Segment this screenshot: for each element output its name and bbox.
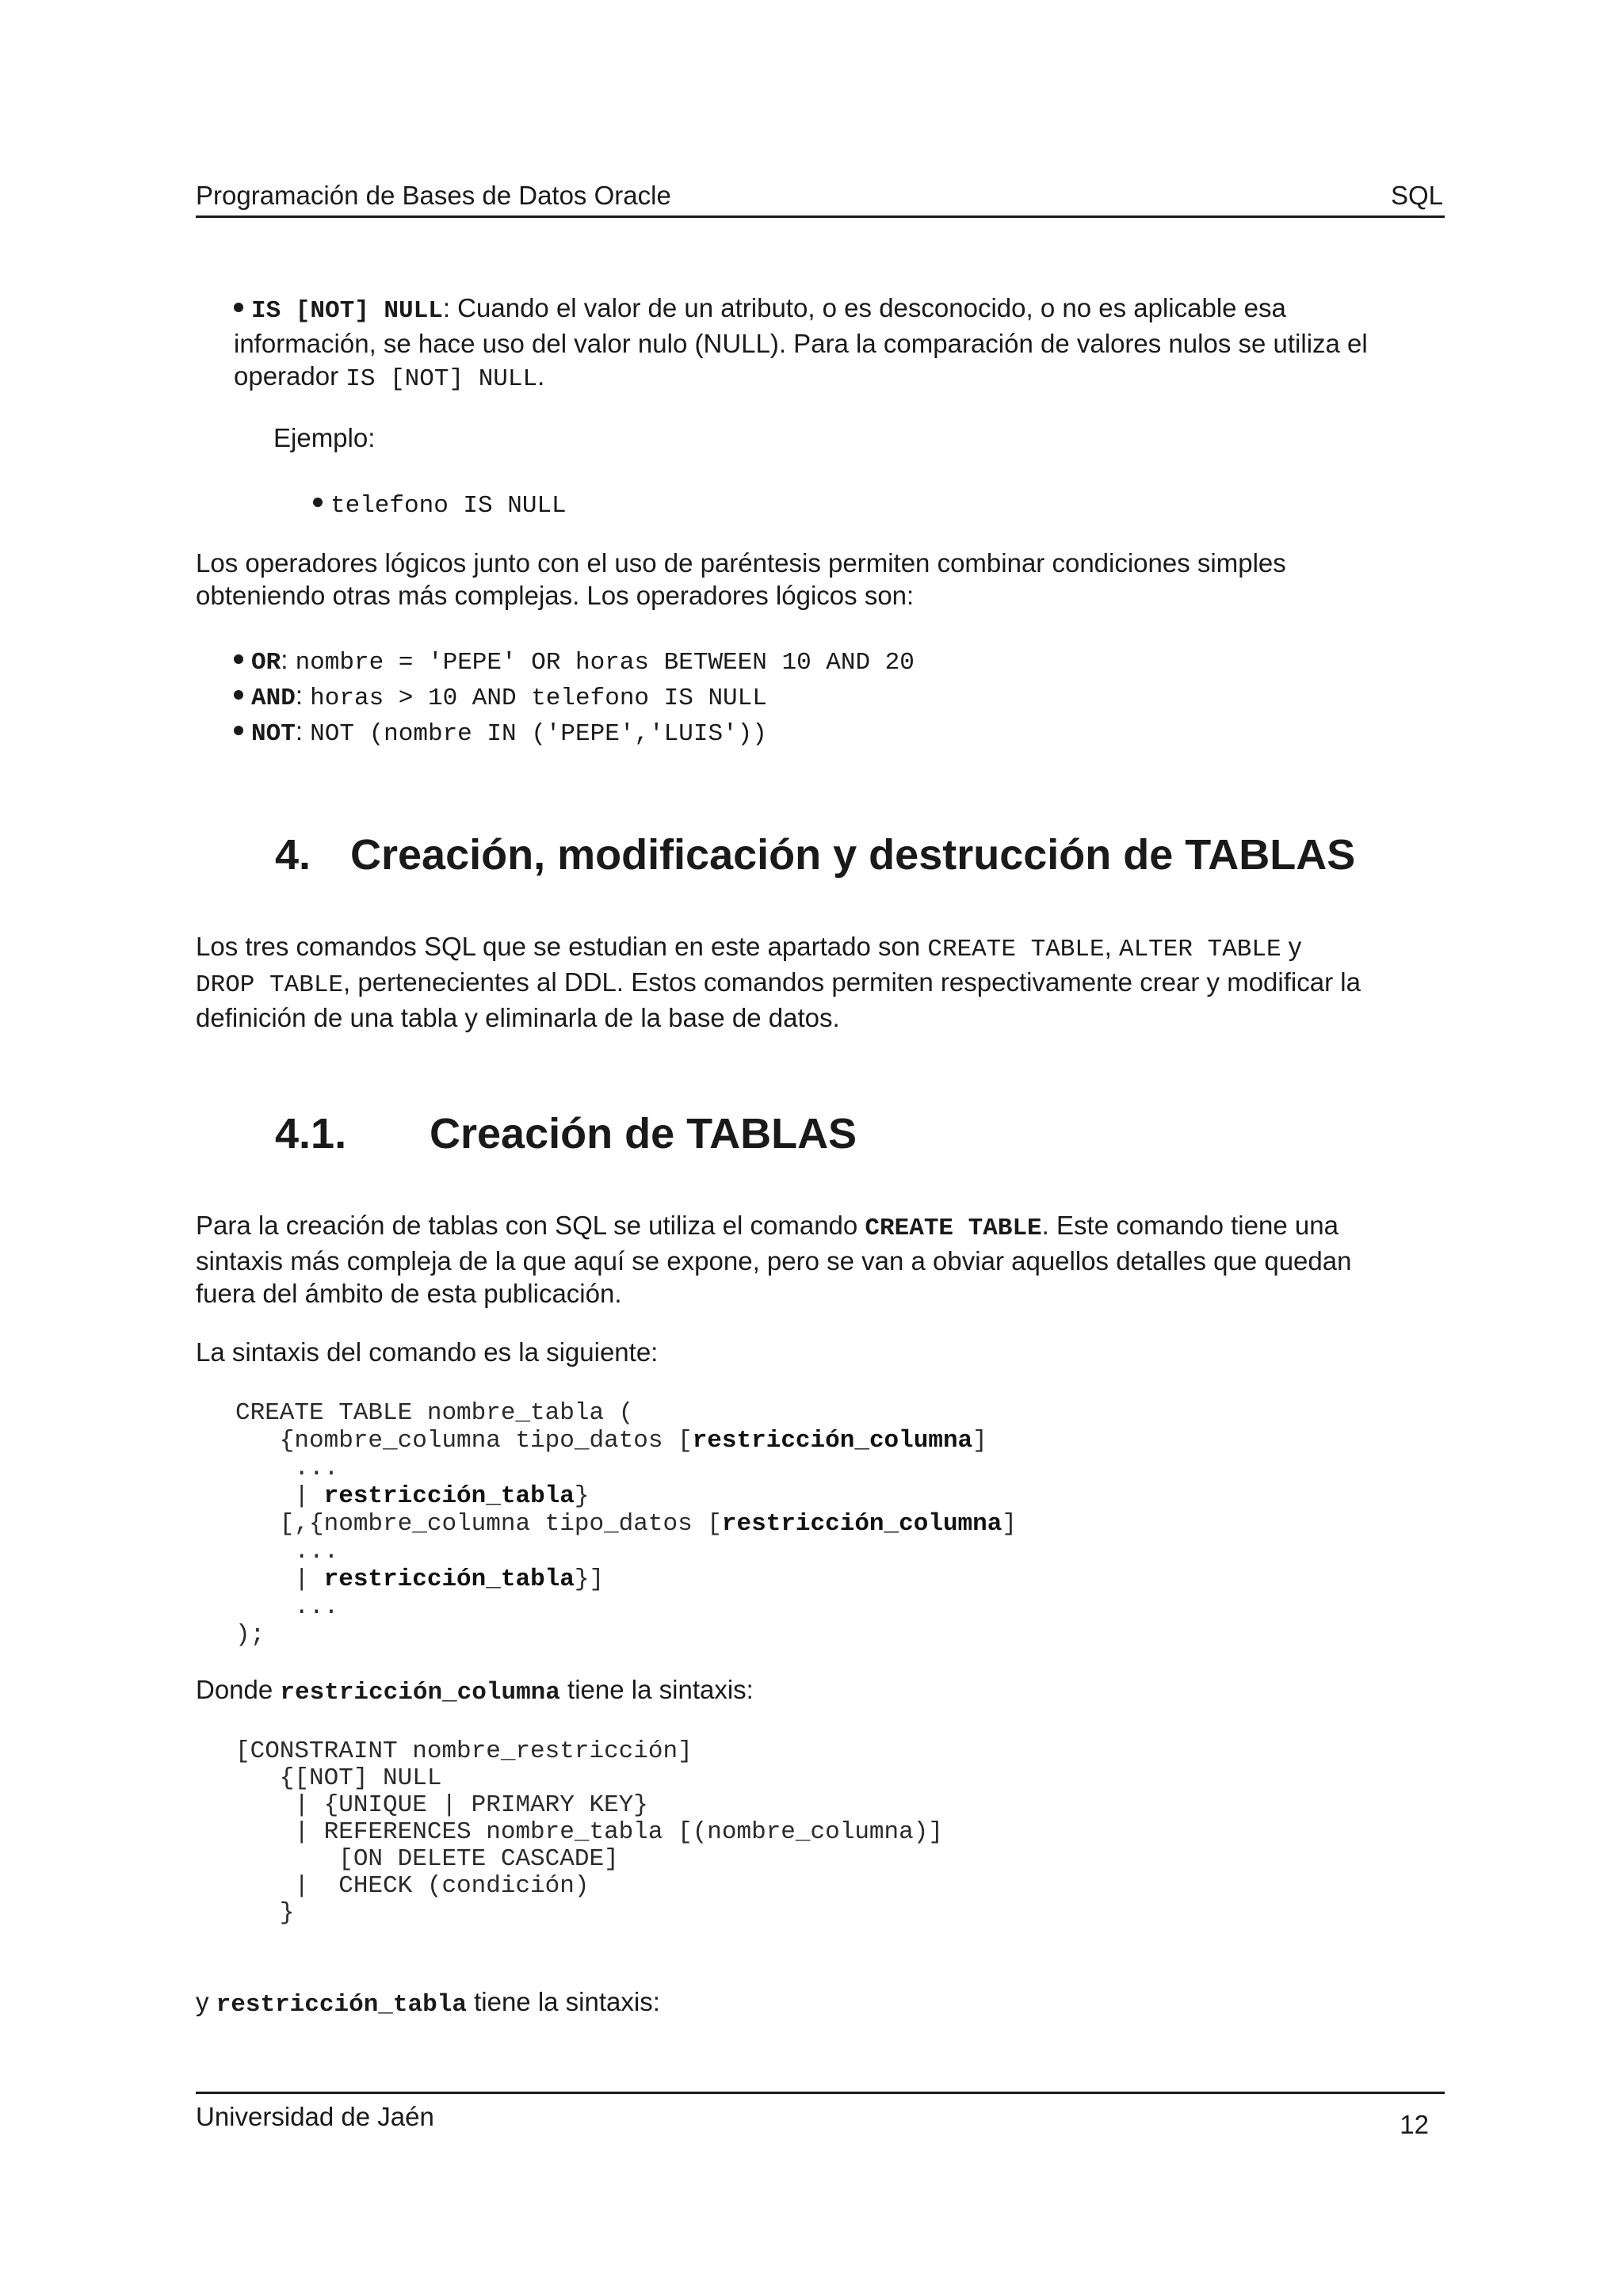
code-line: ); (235, 1621, 265, 1649)
donde-line (196, 1673, 1445, 1709)
bullet-dot (234, 726, 243, 735)
section-4-heading (275, 830, 1355, 879)
code-line: | CHECK (condición) (235, 1872, 590, 1900)
logic-op-expr: horas > 10 AND telefono IS NULL (310, 685, 767, 712)
logic-intro (196, 547, 1445, 612)
term-restriccion-columna: restricción_columna (280, 1679, 560, 1707)
code-line: [,{nombre_columna tipo_datos [restricción_columna] (235, 1510, 1017, 1538)
logic-op-not: NOT: NOT (nombre IN ('PEPE','LUIS')) (234, 715, 767, 750)
section-4-paragraph (196, 930, 1445, 1034)
y-tabla-line (196, 1985, 1445, 2021)
section-title: Creación de TABLAS (430, 1110, 857, 1158)
logic-op-and: AND: horas > 10 AND telefono IS NULL (234, 679, 767, 715)
code-line: } (235, 1899, 295, 1927)
para-text: tiene la sintaxis: (559, 1675, 754, 1704)
code-line: | {UNIQUE | PRIMARY KEY} (235, 1791, 648, 1819)
section-number: 4. (275, 831, 311, 879)
bullet-dot (234, 654, 243, 664)
logic-op-expr: nombre = 'PEPE' OR horas BETWEEN 10 AND 20 (295, 649, 915, 677)
isnull-text-3: operador (234, 361, 346, 391)
section-title: Creación, modificación y destrucción de TABLAS (350, 831, 1356, 879)
bullet-dot (313, 498, 323, 507)
create-table-code (235, 1399, 1017, 1649)
para-text: y (196, 1987, 216, 2016)
header-section: SQL (1390, 181, 1443, 210)
bullet-dot (234, 690, 243, 700)
constraint-code (235, 1738, 943, 1927)
code-line: {nombre_columna tipo_datos [restricción_columna] (235, 1427, 987, 1455)
code-line: | REFERENCES nombre_tabla [(nombre_columna)] (235, 1818, 943, 1846)
logic-op-expr: NOT (nombre IN ('PEPE','LUIS')) (310, 720, 767, 748)
isnull-code: IS [NOT] NULL (346, 365, 538, 393)
para-text: Donde (196, 1675, 281, 1704)
para-text: fuera del ámbito de esta publicación. (196, 1279, 622, 1308)
section-number: 4.1. (275, 1110, 347, 1158)
logic-intro-2: obteniendo otras más complejas. Los operadores lógicos son: (196, 581, 915, 610)
code-line: ... (235, 1538, 339, 1566)
code-create-table: CREATE TABLE (865, 1215, 1042, 1242)
isnull-text-2: información, se hace uso del valor nulo (NULL). Para la comparación de valores nulos se utiliza el (234, 329, 1368, 358)
bullet-dot (234, 303, 243, 312)
para-text: . Este comando tiene una (1041, 1211, 1338, 1240)
isnull-term: IS [NOT] NULL (251, 297, 443, 325)
code-line: | restricción_tabla} (235, 1482, 590, 1510)
para-text: definición de una tabla y eliminarla de la base de datos. (196, 1003, 840, 1032)
code-line: ... (235, 1455, 339, 1482)
syntax-intro: La sintaxis del comando es la siguiente: (196, 1337, 659, 1367)
code-create-table: CREATE TABLE (927, 936, 1105, 963)
code-line: ... (235, 1593, 339, 1621)
para-text: tiene la sintaxis: (466, 1987, 660, 2016)
para-text: Para la creación de tablas con SQL se utiliza el comando (196, 1211, 865, 1240)
para-text: Los tres comandos SQL que se estudian en este apartado son (196, 932, 928, 961)
footer-institution: Universidad de Jaén (196, 2102, 434, 2131)
ejemplo-item (313, 486, 567, 522)
isnull-text-1: : Cuando el valor de un atributo, o es desconocido, o no es aplicable esa (442, 293, 1286, 322)
code-line: {[NOT] NULL (235, 1764, 442, 1792)
para-text: , pertenecientes al DDL. Estos comandos permiten respectivamente crear y modificar la (343, 967, 1361, 997)
logic-op-or: OR: nombre = 'PEPE' OR horas BETWEEN 10 AND 20 (234, 643, 915, 679)
term-restriccion-tabla: restricción_tabla (216, 1991, 467, 2019)
page-footer (196, 2092, 1445, 2139)
para-text: sintaxis más compleja de la que aquí se expone, pero se van a obviar aquellos detalles que quedan (196, 1246, 1352, 1276)
code-line: [ON DELETE CASCADE] (235, 1845, 619, 1873)
isnull-period: . (537, 361, 545, 391)
page-header (196, 181, 1445, 218)
header-title: Programación de Bases de Datos Oracle (196, 181, 671, 210)
code-line: CREATE TABLE nombre_tabla ( (235, 1399, 634, 1427)
logic-op-name: NOT (251, 720, 296, 748)
logic-op-name: OR (251, 649, 281, 677)
ejemplo-code: telefono IS NULL (330, 492, 567, 520)
code-drop-table: DROP TABLE (196, 971, 344, 999)
section-4-1-heading (275, 1109, 857, 1158)
code-line: [CONSTRAINT nombre_restricción] (235, 1737, 693, 1765)
ejemplo-label: Ejemplo: (273, 423, 376, 452)
page-number: 12 (1400, 2110, 1429, 2139)
section-4-1-paragraph (196, 1209, 1445, 1310)
para-sep: , (1104, 932, 1119, 961)
para-text: y (1281, 932, 1302, 961)
logic-intro-1: Los operadores lógicos junto con el uso de paréntesis permiten combinar condiciones simples (196, 548, 1286, 578)
logic-op-name: AND (251, 685, 296, 712)
isnull-bullet (234, 292, 1445, 395)
code-alter-table: ALTER TABLE (1118, 936, 1281, 963)
code-line: | restricción_tabla}] (235, 1566, 605, 1593)
